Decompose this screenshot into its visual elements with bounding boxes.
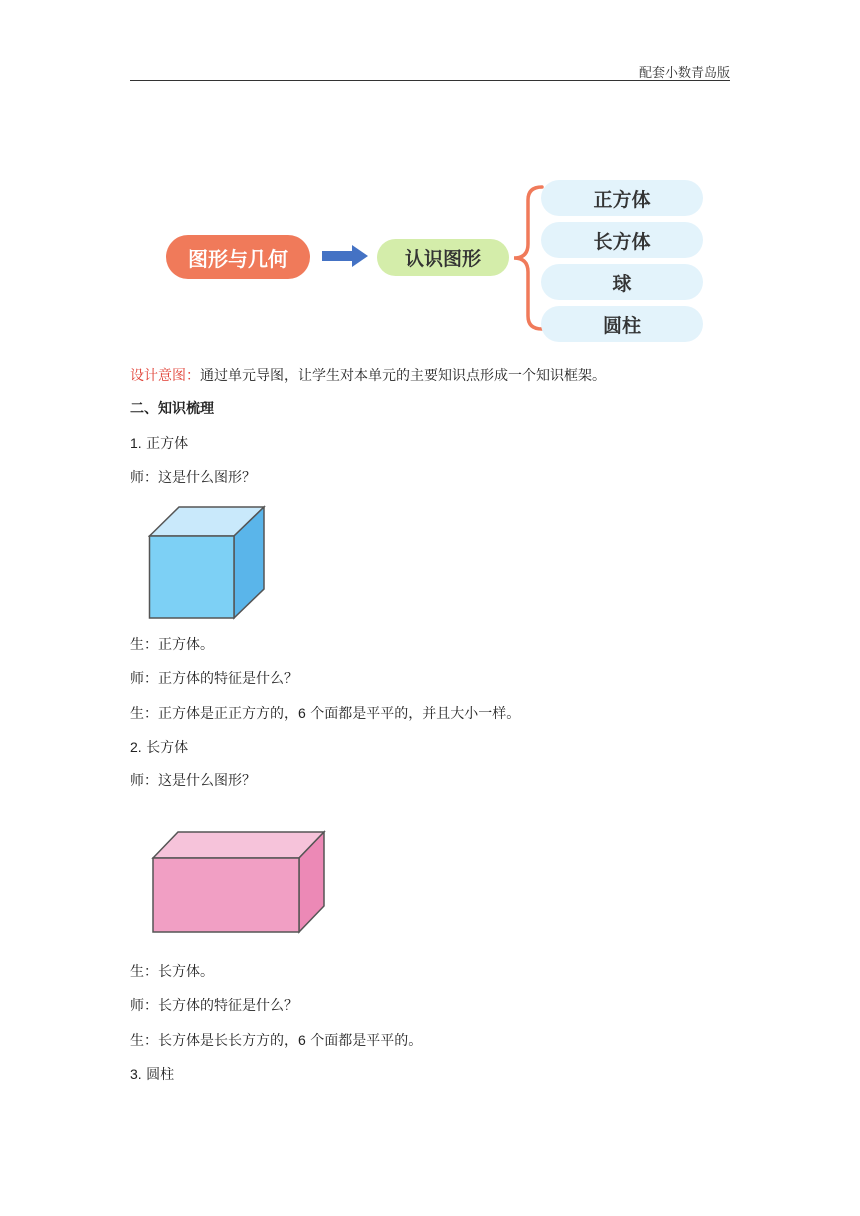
item2-number: 2. [130,739,142,755]
design-intent-label: 设计意图： [130,368,200,384]
item1-answer2-part1: 生：正方体是正正方方的， [130,706,298,722]
item1-title: 正方体 [146,436,189,452]
cuboid-figure [151,830,327,934]
item3-number: 3. [130,1066,142,1082]
mindmap-leaf-cylinder: 圆柱 [541,306,703,342]
item2-question: 师：这是什么图形？ [130,773,256,789]
item1-question: 师：这是什么图形？ [130,470,256,486]
item3-title: 圆柱 [146,1067,175,1083]
mindmap-leaf-cuboid: 长方体 [541,222,703,258]
mindmap-leaf-sphere: 球 [541,264,703,300]
item2-answer2 [130,1030,422,1051]
item1-answer2-number: 6 [298,705,306,721]
item1-answer2 [130,703,520,724]
header-text: 配套小数青岛版 [638,66,730,81]
cube-figure [148,505,266,621]
item1-heading [130,433,188,454]
item1-number: 1. [130,435,142,451]
item1-answer2-part2: 个面都是平平的，并且大小一样。 [305,706,521,722]
item2-answer2-part1: 生：长方体是长长方方的， [130,1033,298,1049]
item2-question2: 师：长方体的特征是什么？ [130,998,298,1014]
item2-title: 长方体 [146,740,189,756]
mindmap-root: 图形与几何 [166,235,310,279]
section-title: 二、知识梳理 [130,401,214,417]
design-intent [130,366,606,386]
item1-question2: 师：正方体的特征是什么？ [130,671,298,687]
item2-answer2-number: 6 [298,1032,306,1048]
arrow-right-icon [322,242,370,270]
item1-answer: 生：正方体。 [130,637,214,653]
design-intent-text: 通过单元导图，让学生对本单元的主要知识点形成一个知识框架。 [200,368,606,384]
item3-heading [130,1064,174,1085]
item2-answer: 生：长方体。 [130,964,214,980]
mindmap-middle: 认识图形 [377,239,509,276]
header-rule [130,80,730,81]
item2-heading [130,737,188,758]
brace-icon [508,184,546,332]
item2-answer2-part2: 个面都是平平的。 [305,1033,423,1049]
mindmap-leaf-cube: 正方体 [541,180,703,216]
